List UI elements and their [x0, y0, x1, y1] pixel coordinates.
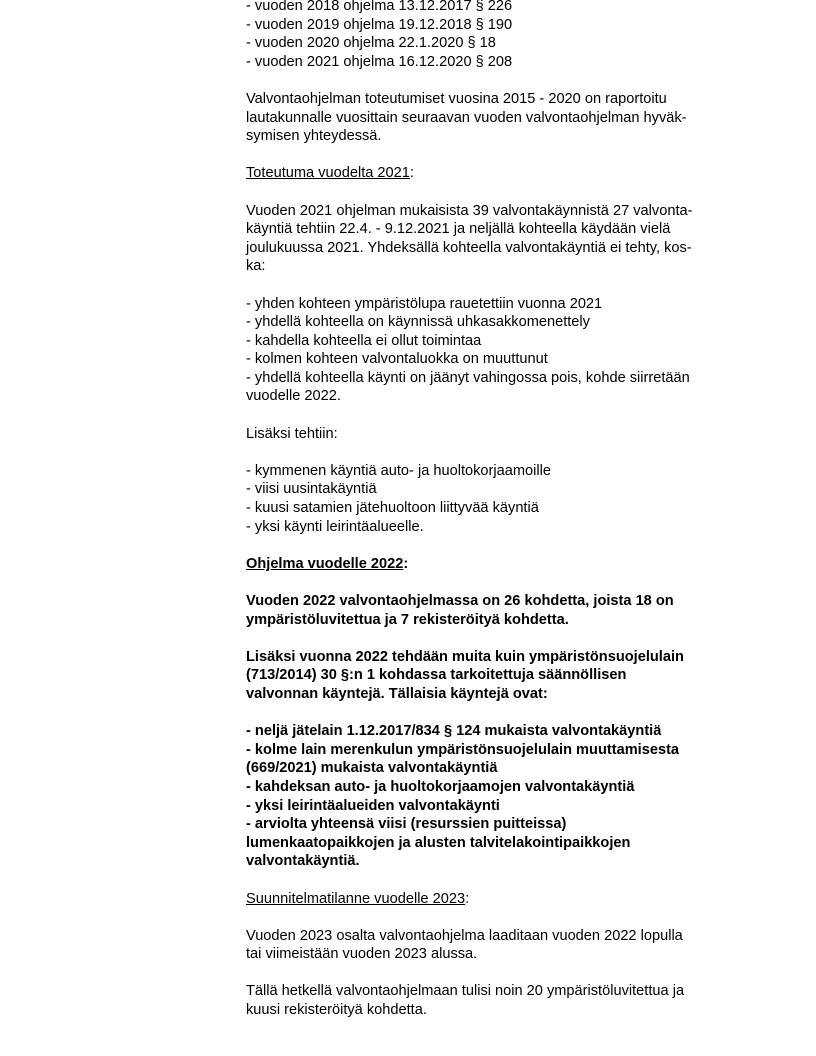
- list-item: vuodelle 2022.: [246, 388, 341, 405]
- reporting-paragraph: Valvontaohjelman toteutumiset vuosina 2015 - 2020 on raportoitu lautakunnalle vuosittain seuraavan vuoden valvontaohjelman hyväk- symisen yhteydessä.: [246, 90, 687, 145]
- list-item: - yhdellä kohteella on käynnissä uhkasakkomenettely: [246, 314, 590, 331]
- heading-2022: Ohjelma vuodelle 2022:: [246, 555, 409, 572]
- document-page: [246, 0, 746, 1020]
- list-item: lumenkaatopaikkojen ja alusten talvitelakointipaikkojen: [246, 834, 631, 851]
- intro-2021-paragraph: Vuoden 2021 ohjelman mukaisista 39 valvontakäynnistä 27 valvonta- käyntiä tehtiin 22.4. - 9.12.2021 ja neljällä kohteella käydään vielä joulukuussa 2021. Yhdeksällä kohteella valvontakäyntiä ei tehty, kos- ka:: [246, 202, 693, 275]
- list-item: - kolmen kohteen valvontaluokka on muuttunut: [246, 351, 548, 368]
- reasons-list: [246, 295, 746, 407]
- additional-list: [246, 462, 746, 536]
- program-list: [246, 0, 746, 71]
- heading-2022-text: Ohjelma vuodelle 2022: [246, 555, 404, 572]
- list-item: - kuusi satamien jätehuoltoon liittyvää käyntiä: [246, 500, 539, 517]
- extra-2022-paragraph: Lisäksi vuonna 2022 tehdään muita kuin ympäristönsuojelulain (713/2014) 30 §:n 1 kohdassa tarkoitettuja säännöllisen valvonnan käyntejä. Tällaisia käyntejä ovat:: [246, 648, 684, 702]
- list-item: - arviolta yhteensä viisi (resurssien puitteissa): [246, 816, 567, 833]
- list-item: - vuoden 2020 ohjelma 22.1.2020 § 18: [246, 35, 496, 52]
- list-item: - vuoden 2018 ohjelma 13.12.2017 § 226: [246, 0, 513, 14]
- heading-2021: Toteutuma vuodelta 2021:: [246, 165, 414, 182]
- list-item: - kolme lain merenkulun ympäristönsuojelulain muuttamisesta: [246, 741, 680, 758]
- list-item: - viisi uusintakäyntiä: [246, 481, 377, 498]
- heading-2021-text: Toteutuma vuodelta 2021: [246, 165, 410, 182]
- additionally-label: Lisäksi tehtiin:: [246, 425, 338, 442]
- heading-2023-text: Suunnitelmatilanne vuodelle 2023: [246, 890, 466, 907]
- list-item: valvontakäyntiä.: [246, 853, 360, 870]
- list-item: - kymmenen käyntiä auto- ja huoltokorjaamoille: [246, 462, 551, 479]
- current-2023-paragraph: Tällä hetkellä valvontaohjelmaan tulisi noin 20 ympäristöluvitettua ja kuusi rekisteröityä kohdetta.: [246, 983, 685, 1019]
- plan-2023-paragraph: Vuoden 2023 osalta valvontaohjelma laaditaan vuoden 2022 lopulla tai viimeistään vuoden 2023 alussa.: [246, 927, 683, 963]
- list-item: - neljä jätelain 1.12.2017/834 § 124 mukaista valvontakäyntiä: [246, 723, 662, 740]
- list-item: - yksi leirintäalueiden valvontakäynti: [246, 797, 500, 814]
- list-item: - vuoden 2019 ohjelma 19.12.2018 § 190: [246, 16, 513, 33]
- summary-2022-paragraph: Vuoden 2022 valvontaohjelmassa on 26 kohdetta, joista 18 on ympäristöluvitettua ja 7 rekisteröityä kohdetta.: [246, 593, 674, 628]
- heading-2023: Suunnitelmatilanne vuodelle 2023:: [246, 890, 470, 907]
- list-item: - kahdella kohteella ei ollut toimintaa: [246, 332, 482, 349]
- visits-2022-list: [246, 722, 746, 871]
- list-item: - yksi käynti leirintäalueelle.: [246, 518, 424, 535]
- list-item: - yhdellä kohteella käynti on jäänyt vahingossa pois, kohde siirretään: [246, 369, 690, 386]
- list-item: - kahdeksan auto- ja huoltokorjaamojen valvontakäyntiä: [246, 778, 635, 795]
- list-item: (669/2021) mukaista valvontakäyntiä: [246, 760, 498, 777]
- list-item: - vuoden 2021 ohjelma 16.12.2020 § 208: [246, 53, 513, 70]
- list-item: - yhden kohteen ympäristölupa rauetettiin vuonna 2021: [246, 295, 603, 312]
